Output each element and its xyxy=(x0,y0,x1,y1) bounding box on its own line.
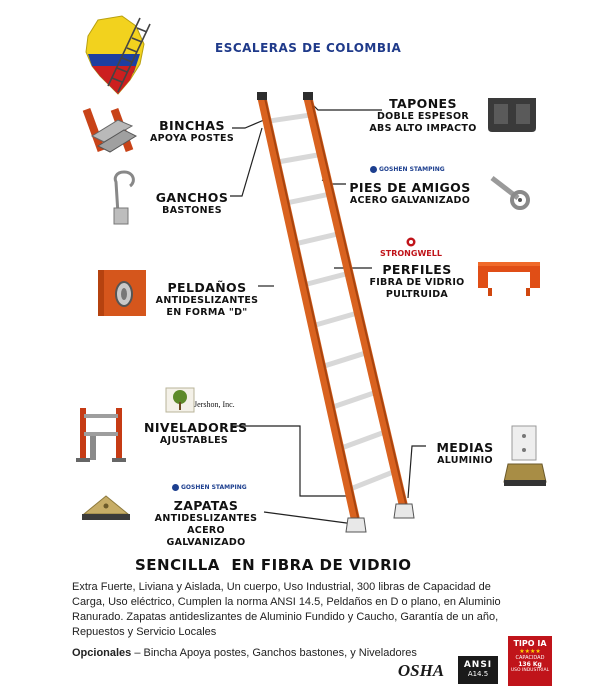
ladder-right-rail xyxy=(308,98,404,508)
ladder-rung xyxy=(331,392,378,408)
ladder-right-foot xyxy=(394,504,414,518)
ladder-rung xyxy=(349,471,397,490)
ladder-rung xyxy=(294,233,341,244)
feature-ganchos: GANCHOS BASTONES xyxy=(155,190,229,216)
ladder-left-foot xyxy=(346,518,366,532)
ladder-rung xyxy=(267,115,313,122)
tipo-ia-badge: TIPO IA ★★★★ CAPACIDAD 136 Kg USO INDUSTRIAL xyxy=(508,636,552,686)
product-description: Extra Fuerte, Liviana y Aislada, Un cuerpo, Uso Industrial, 300 libras de Capacidad de Carga, Uso eléctrico, Cumplen la norma ANSI 14.5, Peldaños en D o plano, en Aluminio Ranurado. Zapatas antideslizantes de Aluminio Fundido y Caucho, Garantía de un año, Repuestos y Servicio Locales xyxy=(72,581,501,638)
strongwell-logo: STRONGWELL xyxy=(380,232,442,258)
stars-icon: ★★★★ xyxy=(519,648,541,655)
jershon-brand: Jershon, Inc. xyxy=(194,400,235,409)
goshen-logo-top: GOSHEN STAMPING xyxy=(370,166,445,173)
feature-zapatas: ZAPATAS ANTIDESLIZANTES ACERO GALVANIZADO xyxy=(154,498,258,548)
feature-tapones: TAPONES DOBLE ESPESOR ABS ALTO IMPACTO xyxy=(369,96,477,134)
peldanos-photo xyxy=(98,270,146,316)
feature-medias: MEDIAS ALUMINIO xyxy=(436,440,494,466)
osha-logo: OSHA xyxy=(397,661,445,680)
goshen-globe-icon xyxy=(370,166,377,173)
niveladores-photo xyxy=(76,406,128,464)
ganchos-photo xyxy=(104,168,140,228)
feature-binchas: BINCHAS APOYA POSTES xyxy=(150,118,234,144)
ladder-left-rail xyxy=(262,98,356,522)
optionals-label: Opcionales xyxy=(72,647,132,659)
ladder-rung xyxy=(340,431,388,449)
ladder-rung xyxy=(322,352,369,367)
optionals-text: – Bincha Apoya postes, Ganchos bastones, y Niveladores xyxy=(131,647,417,659)
goshen-logo-bottom: GOSHEN STAMPING xyxy=(172,484,247,491)
jershon-tree-logo xyxy=(166,388,194,412)
ladder-left-cap xyxy=(257,92,267,100)
ladder-rung xyxy=(276,154,322,162)
tapones-photo xyxy=(484,94,540,136)
ladder-right-cap xyxy=(303,92,313,100)
ladder-rung xyxy=(285,194,331,203)
feature-peldanos: PELDAÑOS ANTIDESLIZANTES EN FORMA "D" xyxy=(155,280,259,318)
ladder-rung xyxy=(303,273,350,285)
perfiles-photo xyxy=(476,258,542,298)
binchas-photo xyxy=(88,106,144,154)
goshen-globe-icon xyxy=(172,484,179,491)
strongwell-swirl-icon xyxy=(404,237,418,247)
product-title: SENCILLA EN FIBRA DE VIDRIO xyxy=(135,556,412,574)
ansi-logo: ANSI A14.5 xyxy=(458,656,498,684)
ladder-rung xyxy=(313,312,360,326)
ladder-left-rail-edge xyxy=(265,98,359,522)
optionals-line xyxy=(72,647,417,659)
ladder-right-rail-edge xyxy=(311,98,407,508)
medias-photo xyxy=(504,424,548,488)
feature-perfiles: PERFILES FIBRA DE VIDRIO PULTRUIDA xyxy=(369,262,465,300)
feature-pies-de-amigos: PIES DE AMIGOS ACERO GALVANIZADO xyxy=(349,180,471,206)
company-title: ESCALERAS DE COLOMBIA xyxy=(215,41,402,55)
pies-de-amigos-photo xyxy=(488,172,532,212)
feature-niveladores: NIVELADORES AJUSTABLES xyxy=(144,420,248,446)
zapatas-photo xyxy=(78,492,134,524)
